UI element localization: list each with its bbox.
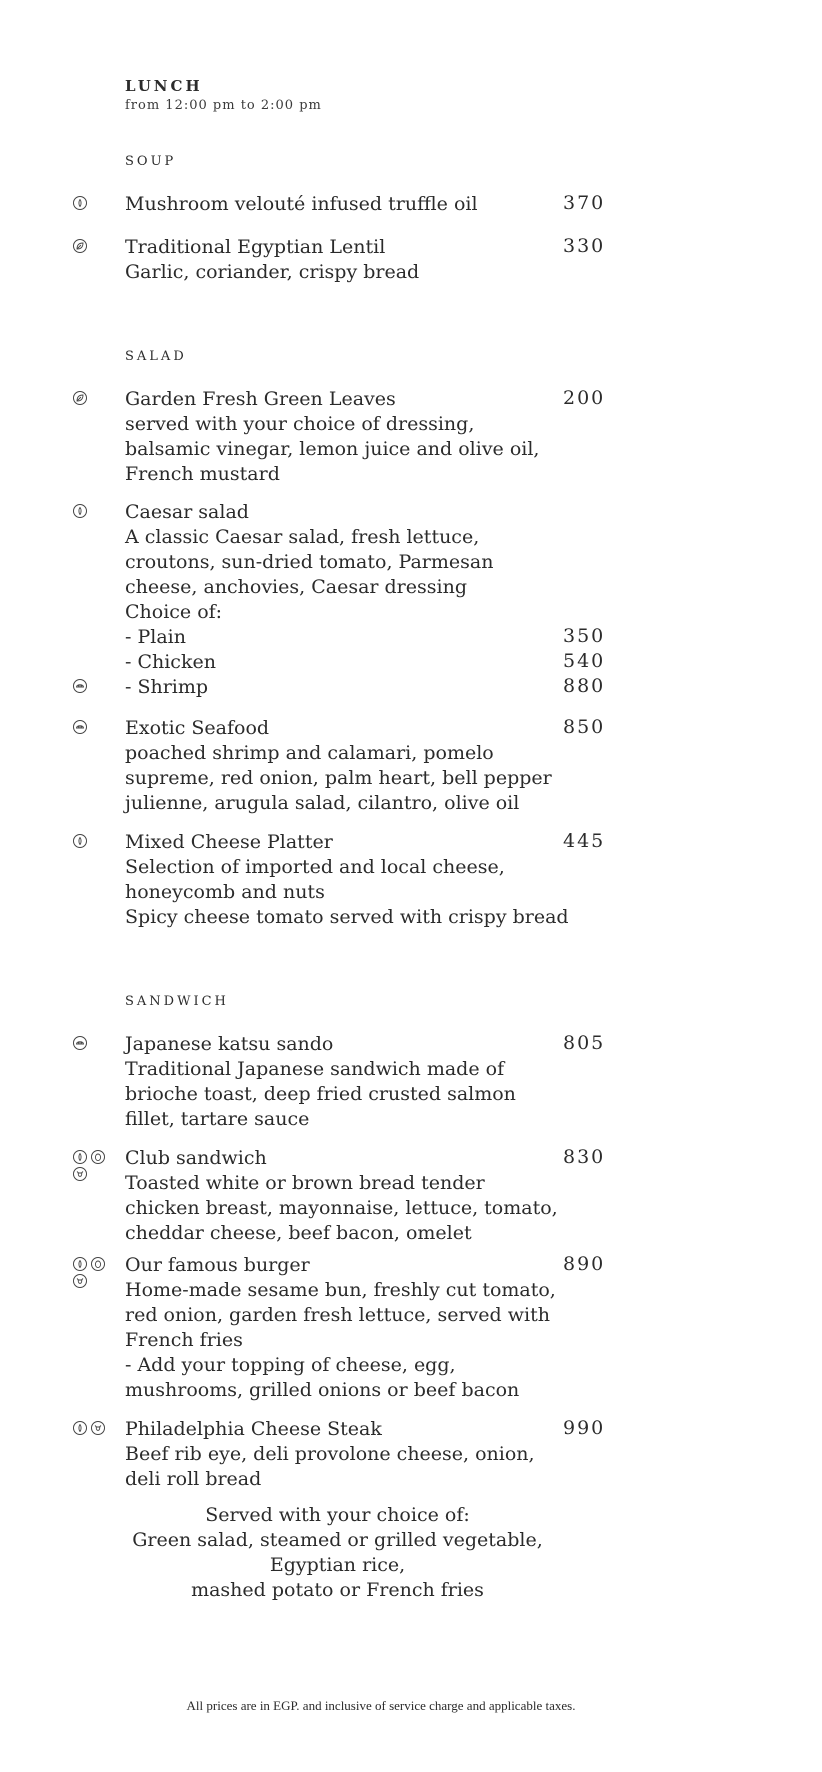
item-name: Mushroom velouté infused truffle oil — [125, 193, 478, 215]
item-description: Beef rib eye, deli provolone cheese, onion, — [125, 1443, 535, 1465]
item-name: Exotic Seafood — [125, 717, 270, 739]
item-description: supreme, red onion, palm heart, bell pepper — [125, 767, 552, 789]
item-name: Japanese katsu sando — [125, 1033, 334, 1055]
item-description: Selection of imported and local cheese, — [125, 856, 505, 878]
item-description: brioche toast, deep fried crusted salmon — [125, 1083, 516, 1105]
allergen-icon — [73, 504, 87, 518]
item-description: Traditional Japanese sandwich made of — [125, 1058, 505, 1080]
sides-note — [105, 1503, 570, 1603]
egg-icon — [91, 1150, 105, 1164]
item-description: mushrooms, grilled onions or beef bacon — [125, 1379, 520, 1401]
item-option-label: - Chicken — [125, 651, 216, 673]
option-price: 540 — [563, 650, 606, 672]
item-price: 890 — [563, 1253, 606, 1275]
allergen-icon — [73, 1150, 87, 1164]
allergen-icon — [73, 1257, 87, 1271]
item-name: Club sandwich — [125, 1147, 267, 1169]
allergen-icon — [73, 196, 87, 210]
item-description: Spicy cheese tomato served with crispy bread — [125, 906, 569, 928]
option-price: 350 — [563, 625, 606, 647]
item-description: French fries — [125, 1329, 243, 1351]
shellfish-icon — [73, 1036, 87, 1050]
item-description: Garlic, coriander, crispy bread — [125, 261, 420, 283]
item-description: - Add your topping of cheese, egg, — [125, 1354, 456, 1376]
option-price: 880 — [563, 675, 606, 697]
item-price: 805 — [563, 1032, 606, 1054]
item-option-label: - Plain — [125, 626, 186, 648]
item-name: Philadelphia Cheese Steak — [125, 1418, 382, 1440]
vegetarian-leaf-icon — [73, 391, 87, 405]
allergen-icon — [73, 1421, 87, 1435]
meal-hours: from 12:00 pm to 2:00 pm — [125, 98, 322, 113]
item-description: A classic Caesar salad, fresh lettuce, — [125, 526, 480, 548]
beef-icon — [73, 1274, 87, 1288]
item-name: Caesar salad — [125, 501, 249, 523]
item-name: Our famous burger — [125, 1254, 310, 1276]
item-description: honeycomb and nuts — [125, 881, 325, 903]
item-price: 445 — [563, 830, 606, 852]
shellfish-icon — [73, 679, 87, 693]
item-description: poached shrimp and calamari, pomelo — [125, 742, 494, 764]
sides-note-line: Green salad, steamed or grilled vegetable, — [132, 1529, 543, 1551]
section-title-soup: SOUP — [125, 154, 177, 169]
item-price: 830 — [563, 1146, 606, 1168]
egg-icon — [91, 1257, 105, 1271]
item-description: chicken breast, mayonnaise, lettuce, tomato, — [125, 1197, 558, 1219]
item-description: served with your choice of dressing, — [125, 413, 475, 435]
price-footnote: All prices are in EGP. and inclusive of service charge and applicable taxes. — [186, 1698, 576, 1713]
item-price: 990 — [563, 1417, 606, 1439]
item-description: French mustard — [125, 463, 280, 485]
item-price: 330 — [563, 235, 606, 257]
sides-note-line: Egyptian rice, — [269, 1554, 406, 1576]
item-description: julienne, arugula salad, cilantro, olive oil — [125, 792, 520, 814]
meal-title: LUNCH — [125, 77, 203, 95]
item-description: red onion, garden fresh lettuce, served with — [125, 1304, 550, 1326]
beef-icon — [73, 1167, 87, 1181]
vegetarian-leaf-icon — [73, 239, 87, 253]
item-description: balsamic vinegar, lemon juice and olive oil, — [125, 438, 540, 460]
item-price: 200 — [563, 387, 606, 409]
section-title-salad: SALAD — [125, 349, 187, 364]
item-description: Choice of: — [125, 601, 223, 623]
sides-note-line: Served with your choice of: — [205, 1504, 470, 1526]
item-name: Mixed Cheese Platter — [125, 831, 333, 853]
item-name: Traditional Egyptian Lentil — [125, 236, 386, 258]
item-description: fillet, tartare sauce — [125, 1108, 310, 1130]
item-price: 850 — [563, 716, 606, 738]
item-price: 370 — [563, 192, 606, 214]
item-name: Garden Fresh Green Leaves — [125, 388, 396, 410]
item-option-label: - Shrimp — [125, 676, 209, 698]
item-description: cheese, anchovies, Caesar dressing — [125, 576, 467, 598]
beef-icon — [91, 1421, 105, 1435]
shellfish-icon — [73, 720, 87, 734]
section-title-sandwich: SANDWICH — [125, 994, 229, 1009]
allergen-icon — [73, 834, 87, 848]
item-description: deli roll bread — [125, 1468, 262, 1490]
sides-note-line: mashed potato or French fries — [191, 1579, 484, 1601]
item-description: croutons, sun-dried tomato, Parmesan — [125, 551, 494, 573]
item-description: cheddar cheese, beef bacon, omelet — [125, 1222, 472, 1244]
item-description: Home-made sesame bun, freshly cut tomato, — [125, 1279, 556, 1301]
item-description: Toasted white or brown bread tender — [125, 1172, 485, 1194]
